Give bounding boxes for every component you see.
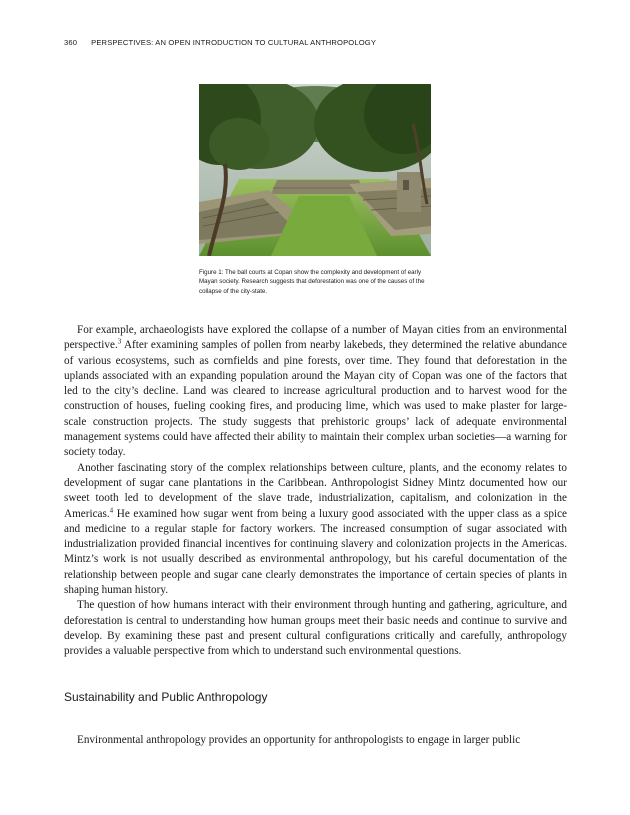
paragraph-public-anthropology: Environmental anthropology provides an opportunity for anthropologists to engage in larger public [77, 734, 521, 746]
ball-court-photo [199, 84, 431, 256]
running-head [64, 38, 376, 47]
endnote-4: 4 [109, 505, 114, 514]
paragraph-environment: The question of how humans interact with their environment through hunting and gathering, agriculture, and deforestation is central to understanding how human groups meet their basic needs and continue to survive and develop. By examining these past and present cultural configurations critically and carefully, anthropology provides a valuable perspective from which to understand such environmental questions. [64, 599, 567, 658]
figure-caption: Figure 1: The ball courts at Copan show the complexity and development of early Mayan society. Research suggests that deforestation was one of the causes of the collapse of the city-state. [199, 269, 425, 295]
paragraph-mayan: For example, archaeologists have explored the collapse of a number of Mayan cities from an environmental perspective.$^3$ After examining samples of pollen from nearby lakebeds, they determined the relative abundance of various ecosystems, such as cornfields and pine forests, over time. They found that deforestation in the uplands associated with an expanding population around the Mayan city of Copan was one of the factors that led to the city’s decline. Land was cleared to increase agricultural production and to harvest wood for the construction of houses, fueling cooking fires, and producing lime, which was used to make plaster for large-scale construction projects. The study suggests that prehistoric groups’ lack of adequate environmental management systems could have affected their ability to maintain their complex urban societies—a warning for society today. [64, 324, 567, 459]
section-heading: Sustainability and Public Anthropology [64, 690, 268, 704]
body-text [64, 323, 567, 660]
paragraph-sugar: Another fascinating story of the complex relationships between culture, plants, and the economy relates to development of sugar cane plantations in the Caribbean. Anthropologist Sidney Mintz documented how our sweet tooth led to development of the slave trade, industrialization, capitalism, and colonization in the Americas.$^4$ He examined how sugar went from being a luxury good associated with the upper class as a spice and medicine to a regular staple for factory workers. The increased consumption of sugar associated with industrialization provided financial incentives for continuing slavery and colonization projects in the Americas. Mintz’s work is not usually described as environmental anthropology, but his careful documentation of the relationship between people and sugar cane clearly demonstrates the importance of certain species of plants in shaping human history. [64, 461, 567, 597]
page-number: 360 [64, 38, 78, 47]
running-title: PERSPECTIVES: AN OPEN INTRODUCTION TO CULTURAL ANTHROPOLOGY [91, 38, 377, 47]
endnote-3: 3 [117, 337, 122, 346]
